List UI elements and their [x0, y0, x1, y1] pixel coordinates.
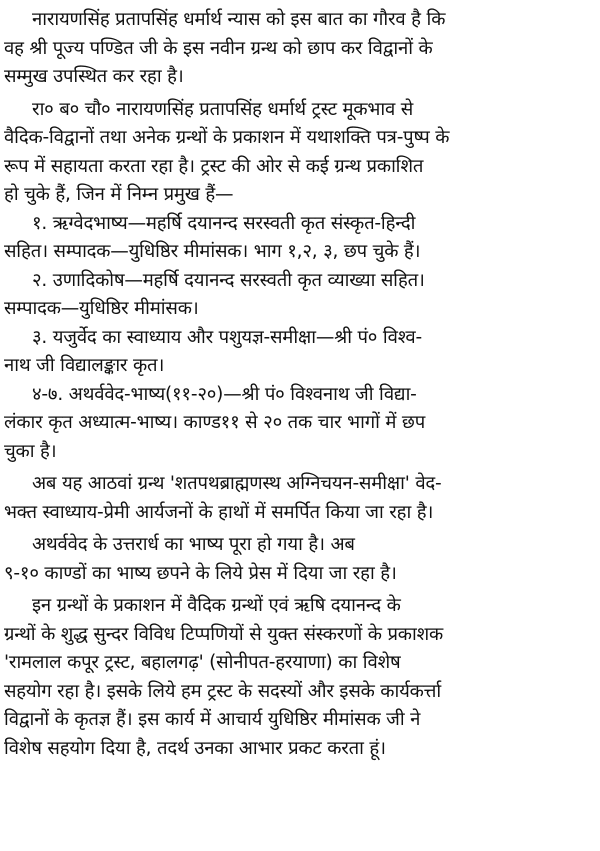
trust-paragraph — [4, 96, 594, 210]
text-line: विशेष सहयोग दिया है, तदर्थ उनका आभार प्रकट करता हूं। — [4, 737, 386, 759]
acknowledgement-paragraph — [4, 592, 594, 763]
text-line: नाथ जी विद्यालङ्कार कृत। — [4, 355, 165, 376]
text-line: इन ग्रन्थों के प्रकाशन में वैदिक ग्रन्थों एवं ऋषि दयानन्द के — [32, 595, 401, 616]
text-line: भक्त स्वाध्याय-प्रेमी आर्यजनों के हाथों में समर्पित किया जा रहा है। — [4, 501, 434, 523]
text-line: अथर्ववेद के उत्तरार्ध का भाष्य पूरा हो गया है। अब — [32, 534, 355, 555]
list-item-yajurveda — [4, 324, 594, 381]
text-line: ३. यजुर्वेद का स्वाध्याय और पशुयज्ञ-समीक्षा—श्री पं० विश्व- — [32, 326, 422, 348]
text-line: हो चुके हैं, जिन में निम्न प्रमुख हैं— — [4, 184, 234, 205]
text-line: सहयोग रहा है। इसके लिये हम ट्रस्ट के सदस्यों और इसके कार्यकर्त्ता — [4, 680, 442, 702]
text-line: वैदिक-विद्वानों तथा अनेक ग्रन्थों के प्रकाशन में यथाशक्ति पत्र-पुष्प के — [4, 127, 450, 148]
text-line: सम्मुख उपस्थित कर रहा है। — [4, 66, 184, 87]
text-line: सहित। सम्पादक—युधिष्ठिर मीमांसक। भाग १,२, ३, छप चुके हैं। — [4, 241, 421, 262]
intro-paragraph — [4, 6, 594, 92]
text-line: 'रामलाल कपूर ट्रस्ट, बहालगढ़' (सोनीपत-हरयाणा) का विशेष — [4, 652, 401, 673]
text-line: रूप में सहायता करता रहा है। ट्रस्ट की ओर से कई ग्रन्थ प्रकाशित — [4, 155, 424, 177]
text-line: अब यह आठवां ग्रन्थ 'शतपथब्राह्मणस्थ अग्निचयन-समीक्षा' वेद- — [32, 473, 442, 494]
text-line: वह श्री पूज्य पण्डित जी के इस नवीन ग्रन्थ को छाप कर विद्वानों के — [4, 37, 433, 59]
text-line: चुका है। — [4, 440, 57, 462]
text-line: रा० ब० चौ० नारायणसिंह प्रतापसिंह धर्मार्थ ट्रस्ट मूकभाव से — [32, 98, 414, 120]
eighth-book-paragraph — [4, 470, 594, 527]
text-line: विद्वानों के कृतज्ञ हैं। इस कार्य में आचार्य युधिष्ठिर मीमांसक जी ने — [4, 709, 421, 730]
text-line: ९-१० काण्डों का भाष्य छपने के लिये प्रेस में दिया जा रहा है। — [4, 562, 397, 584]
list-item-atharvaveda — [4, 381, 594, 467]
text-line: लंकार कृत अध्यात्म-भाष्य। काण्ड११ से २० तक चार भागों में छप — [4, 412, 425, 433]
text-line: २. उणादिकोष—महर्षि दयानन्द सरस्वती कृत व्याख्या सहित। — [32, 269, 425, 291]
text-line: ग्रन्थों के शुद्ध सुन्दर विविध टिप्पणियों से युक्त संस्करणों के प्रकाशक — [4, 623, 443, 645]
text-line: नारायणसिंह प्रतापसिंह धर्मार्थ न्यास को इस बात का गौरव है कि — [32, 9, 446, 30]
text-line: ४-७. अथर्ववेद-भाष्य(११-२०)—श्री पं० विश्वनाथ जी विद्या- — [32, 383, 417, 405]
list-item-unadikosh — [4, 267, 594, 324]
list-item-rigveda — [4, 210, 594, 267]
text-line: १. ऋग्वेदभाष्य—महर्षि दयानन्द सरस्वती कृत संस्कृत-हिन्दी — [32, 212, 416, 234]
text-line: सम्पादक—युधिष्ठिर मीमांसक। — [4, 298, 199, 319]
atharvaveda-status-paragraph — [4, 531, 594, 588]
